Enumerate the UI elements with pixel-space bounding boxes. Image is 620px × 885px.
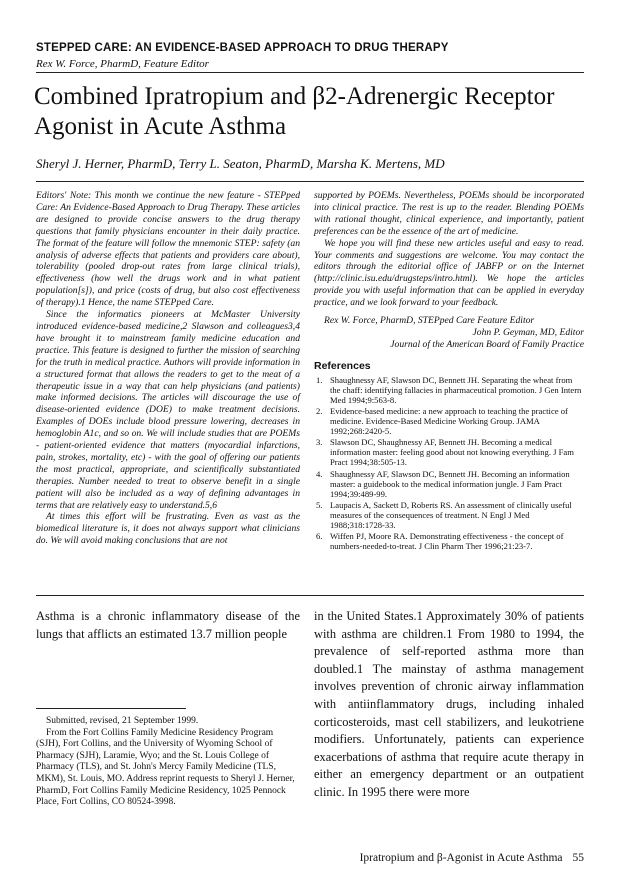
editors-note-paragraph: Since the informatics pioneers at McMaster University introduced evidence-based medicine,2 Slawson and colleagues3,4 have brought it to mainstream family medicine education and practice. This feature is designed to further the mission of searching for the truth in medical practice. Authors will provide information in a structured format that allows the readers to get to the meat of a therapeutic issue in a way that can help physicians (and patients) make informed decisions. The articles will discourage the use of disease-oriented evidence (DOE) to make treatment decisions. Examples of DOEs include blood pressure lowering, decreases in hemoglobin A1c, and so on. We will include studies that are POEMs - patient-oriented evidence that matters (myocardial infarctions, pain, strokes, mortality, etc) - with the goal of offering our patients the most practical, appropriate, and scientifically substantiated therapies. Number needed to treat to observe benefit in a single patient will also be included as a way of defining advantages in terms that are relatively easy to understand.5,6	[36, 309, 300, 511]
signature-line: Rex W. Force, PharmD, STEPped Care Feature Editor	[324, 315, 535, 327]
reference-text: Shaughnessy AF, Slawson DC, Bennett JH. Separating the wheat from the chaff: identifying fallacies in pharmaceutical promotion. J Gen Intern Med 1994;9:563-8.	[330, 374, 582, 405]
signature-line: John P. Geyman, MD, Editor	[472, 326, 584, 338]
affiliation-note: From the Fort Collins Family Medicine Residency Program (SJH), Fort Collins, and the University of Wyoming School of Pharmacy (SJH), Laramie, Wyo; and the St. Louis College of Pharmacy (TLS), and St. John's Mercy Family Medicine (TLS, MKM), St. Louis, MO. Address reprint requests to Sheryl J. Herner, PharmD, Fort Collins Family Medicine Residency, 1025 Pennock Place, Fort Collins, CO 80524-3998.	[36, 727, 295, 808]
editors-note-left-column	[36, 190, 300, 547]
reference-text: Evidence-based medicine: a new approach to teaching the practice of medicine. Evidence-Based Medicine Working Group. JAMA 1992;268:2420-5.	[330, 405, 568, 437]
series-heading: STEPPED CARE: AN EVIDENCE-BASED APPROACH TO DRUG THERAPY	[36, 42, 449, 54]
title-rule	[36, 181, 584, 182]
reference-list	[314, 375, 584, 552]
reference-item	[314, 500, 584, 530]
body-paragraph: in the United States.1 Approximately 30% of patients with asthma are children.1 From 1980 to 1994, the prevalence of self-reported asthma more than doubled.1 The mainstay of asthma management involves prevention of chronic airway inflammation with antiinflammatory drugs, including inhaled corticosteroids, mast cell stabilizers, and leukotriene modifiers. Unfortunately, patients can experience exacerbations of asthma that require acute therapy in either an emergency department or an outpatient clinic. In 1995 there were more	[314, 609, 584, 799]
reference-text: Slawson DC, Shaughnessy AF, Bennett JH. Becoming a medical information master: feeling good about not knowing everything. J Fam Pract 1994;38:505-13.	[330, 437, 574, 468]
feature-editor: Rex W. Force, PharmD, Feature Editor	[36, 58, 209, 70]
editors-note-paragraph: Editors' Note: This month we continue the new feature - STEPped Care: An Evidence-Based Approach to Drug Therapy. These articles are designed to provide concise answers to the drug therapy questions that family physicians encounter in their daily practice. The format of the feature will follow the mnemonic STEP: safety (an analysis of adverse effects that patients and providers care about), tolerability (pooled drop-out rates from large clinical trials), effectiveness (how well the drugs work and in what patient population[s]), and price (costs of drug, but also cost effectiveness of therapy).1 Hence, the name STEPped Care.	[36, 190, 300, 309]
references-heading: References	[314, 359, 371, 372]
reference-item	[314, 406, 584, 436]
editors-note-paragraph: We hope you will find these new articles useful and easy to read. Your comments and suggestions are welcome. You may contact the editors through the editorial office of JABFP or on the Internet (http://clinic.isu.edu/drugsteps/intro.html). We hope the articles provide you with useful information that can be applied in everyday practice, and we look forward to your feedback.	[314, 237, 584, 309]
editor-signature	[314, 315, 584, 351]
editors-note-paragraph: supported by POEMs. Nevertheless, POEMs should be incorporated into clinical practice. The rest is up to the reader. Blending POEMs with rational thought, clinical experience, and importantly, patient preferences can be the essence of the art of medicine.	[314, 190, 584, 237]
reference-number: 3.	[316, 437, 323, 448]
reference-text: Shaughnessy AF, Slawson DC, Bennett JH. Becoming an information master: a guidebook to the medical information jungle. J Fam Pract 1994;39:489-99.	[330, 468, 570, 499]
reference-number: 5.	[316, 499, 323, 510]
signature-line: Journal of the American Board of Family Practice	[390, 338, 584, 350]
reference-number: 4.	[316, 468, 323, 479]
body-column-left	[36, 608, 300, 643]
body-column-right	[314, 608, 584, 802]
running-footer	[300, 852, 584, 864]
reference-item	[314, 531, 584, 551]
article-authors: Sheryl J. Herner, PharmD, Terry L. Seaton, PharmD, Marsha K. Mertens, MD	[36, 156, 445, 171]
box-bottom-rule	[36, 595, 584, 596]
reference-number: 2.	[316, 405, 323, 416]
reference-number: 6.	[316, 531, 323, 542]
editors-note-right-column	[314, 190, 584, 552]
reference-text: Wiffen PJ, Moore RA. Demonstrating effectiveness - the concept of numbers-needed-to-treat. J Clin Pharm Ther 1996;21:23-7.	[330, 531, 564, 552]
submitted-note: Submitted, revised, 21 September 1999.	[46, 716, 199, 726]
reference-item	[314, 469, 584, 499]
top-rule	[36, 72, 584, 73]
body-paragraph: Asthma is a chronic inflammatory disease of the lungs that afflicts an estimated 13.7 million people	[36, 609, 300, 641]
article-title: Combined Ipratropium and β2-Adrenergic Receptor Agonist in Acute Asthma	[34, 83, 555, 140]
article-footnote	[36, 716, 300, 809]
reference-item	[314, 437, 584, 467]
reference-number: 1.	[316, 374, 323, 385]
editors-note-paragraph: At times this effort will be frustrating. Even as vast as the biomedical literature is, it does not always support what clinicians do. We will avoid making conclusions that are not	[36, 511, 300, 547]
reference-text: Laupacis A, Sackett D, Roberts RS. An assessment of clinically useful measures of the consequences of treatment. N Engl J Med 1988;318:1728-33.	[330, 499, 572, 530]
footnote-rule	[36, 708, 186, 709]
running-footer-title: Ipratropium and β-Agonist in Acute Asthma	[359, 852, 563, 864]
reference-item	[314, 375, 584, 405]
page-number: 55	[572, 852, 584, 864]
